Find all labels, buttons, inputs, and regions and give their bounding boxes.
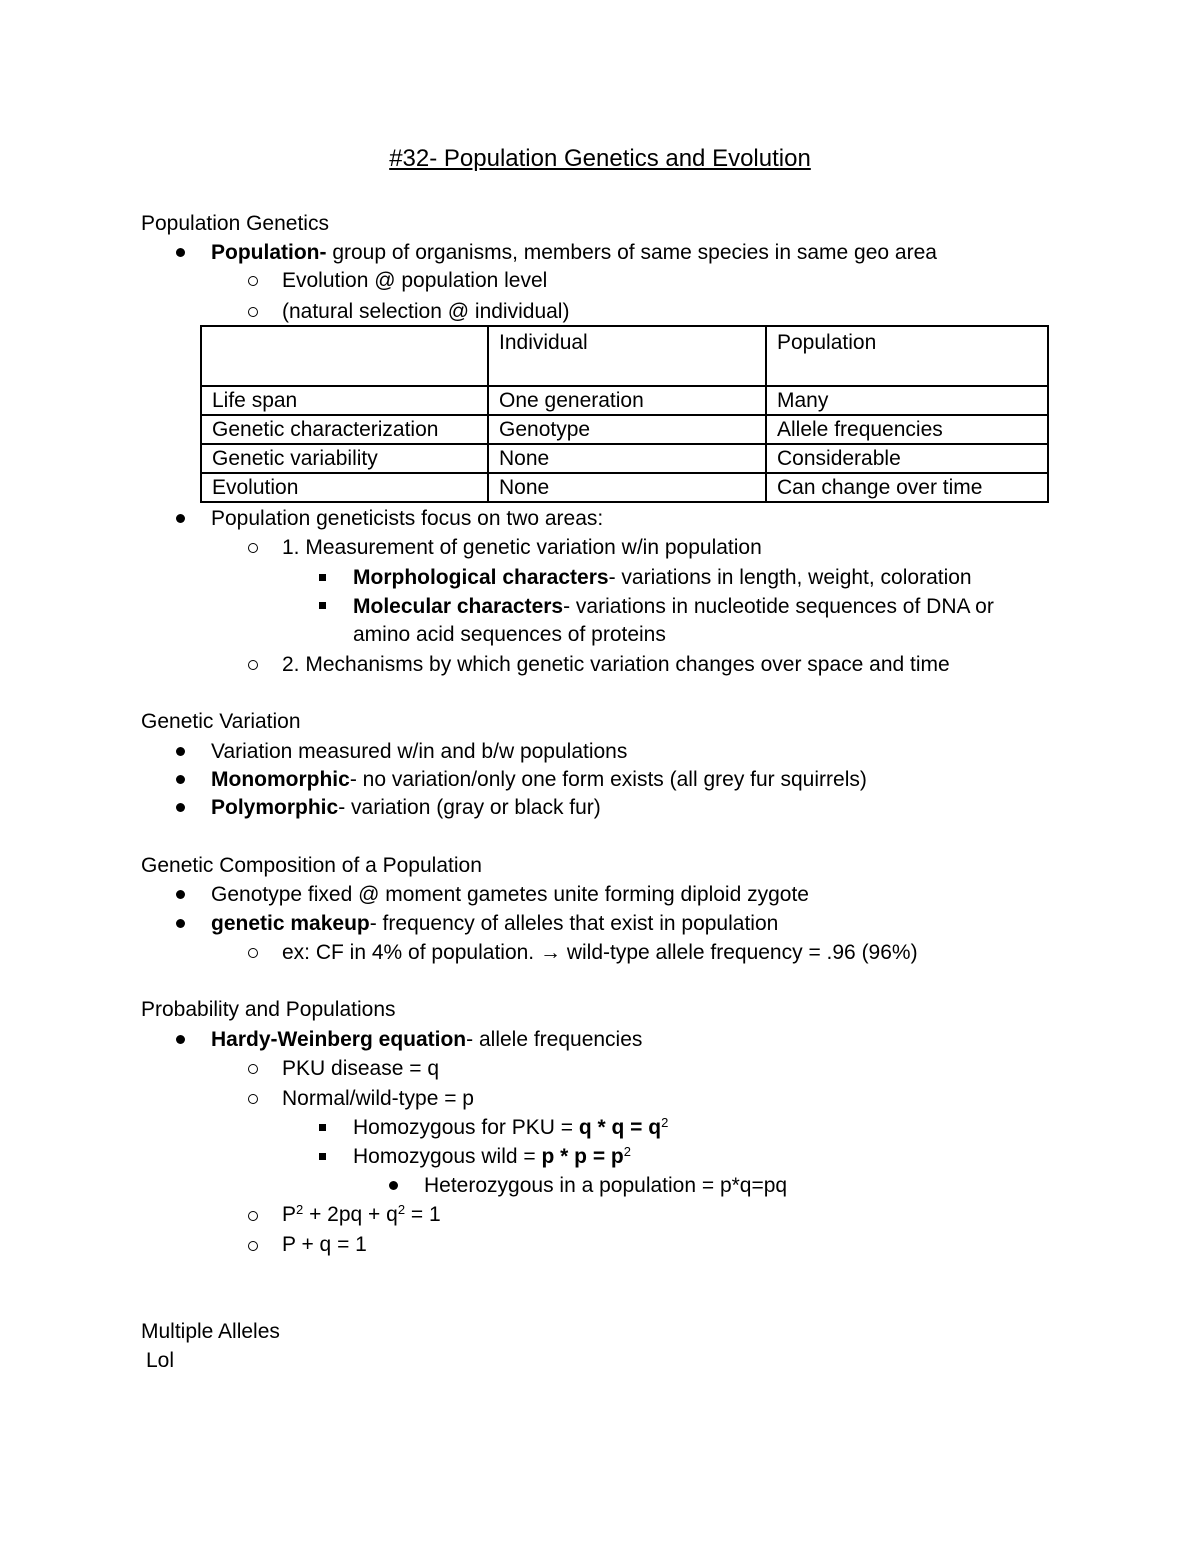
bullet-icon bbox=[176, 514, 185, 523]
equation-term: + 2pq + q bbox=[303, 1203, 398, 1226]
table-cell: Genetic characterization bbox=[201, 415, 488, 444]
equation-term: = 1 bbox=[405, 1203, 441, 1226]
bullet-icon bbox=[176, 890, 185, 899]
circle-bullet-icon bbox=[248, 543, 258, 553]
list-item-homozygous-wild bbox=[353, 1144, 631, 1170]
section-heading-genetic-composition: Genetic Composition of a Population bbox=[141, 854, 482, 877]
term-polymorphic: Polymorphic bbox=[211, 796, 339, 819]
circle-bullet-icon bbox=[248, 660, 258, 670]
list-item-variation-measured: Variation measured w/in and b/w populations bbox=[211, 740, 628, 763]
list-item-homozygous-pku bbox=[353, 1115, 668, 1141]
term-morphological: Morphological characters bbox=[353, 566, 609, 589]
table-cell: Genotype bbox=[488, 415, 766, 444]
list-item-area-2: 2. Mechanisms by which genetic variation changes over space and time bbox=[282, 653, 950, 676]
homozygous-pku-formula: q * q = q bbox=[578, 1116, 662, 1139]
square-bullet-icon bbox=[319, 1153, 326, 1160]
superscript: 2 bbox=[397, 1202, 406, 1217]
list-item-focus-areas: Population geneticists focus on two areas: bbox=[211, 507, 604, 530]
definition-monomorphic: - no variation/only one form exists (all grey fur squirrels) bbox=[349, 768, 867, 791]
term-hardy-weinberg: Hardy-Weinberg equation bbox=[211, 1028, 467, 1051]
list-item-hardy-weinberg bbox=[211, 1027, 642, 1053]
table-row bbox=[201, 444, 1048, 473]
table-header-cell: Individual bbox=[488, 326, 766, 386]
definition-molecular: - variations in nucleotide sequences of DNA or bbox=[563, 595, 994, 618]
example-result: wild-type allele frequency = .96 (96%) bbox=[560, 941, 918, 964]
list-item-normal: Normal/wild-type = p bbox=[282, 1087, 474, 1110]
table-cell: Genetic variability bbox=[201, 444, 488, 473]
definition-genetic-makeup: - frequency of alleles that exist in population bbox=[369, 912, 779, 935]
circle-bullet-icon bbox=[248, 948, 258, 958]
list-item-monomorphic bbox=[211, 767, 867, 793]
list-item-genetic-makeup bbox=[211, 911, 778, 937]
bullet-icon bbox=[176, 248, 185, 257]
list-item-molecular bbox=[353, 594, 994, 620]
table-row bbox=[201, 386, 1048, 415]
example-text: ex: CF in 4% of population. bbox=[282, 941, 540, 964]
homozygous-wild-formula: p * p = p bbox=[541, 1145, 624, 1168]
table-cell: Evolution bbox=[201, 473, 488, 502]
list-item-population bbox=[211, 240, 937, 266]
circle-bullet-icon bbox=[248, 1211, 258, 1221]
definition-population: group of organisms, members of same species in same geo area bbox=[326, 241, 937, 264]
table-cell: Life span bbox=[201, 386, 488, 415]
list-item-evolution-level: Evolution @ population level bbox=[282, 269, 548, 292]
bullet-icon bbox=[176, 803, 185, 812]
square-bullet-icon bbox=[319, 602, 326, 609]
table-header-row bbox=[201, 326, 1048, 386]
superscript: 2 bbox=[296, 1202, 304, 1217]
circle-bullet-icon bbox=[248, 276, 258, 286]
equation-term: P bbox=[282, 1203, 297, 1226]
list-item-area-1: 1. Measurement of genetic variation w/in population bbox=[282, 536, 762, 559]
table-cell: None bbox=[488, 444, 766, 473]
bullet-icon bbox=[389, 1181, 398, 1190]
table-row bbox=[201, 415, 1048, 444]
bullet-icon bbox=[176, 1035, 185, 1044]
comparison-table bbox=[200, 325, 1049, 503]
table-cell: One generation bbox=[488, 386, 766, 415]
table-header-cell bbox=[201, 326, 488, 386]
table-cell: Allele frequencies bbox=[766, 415, 1048, 444]
table-cell: Considerable bbox=[766, 444, 1048, 473]
homozygous-pku-label: Homozygous for PKU = bbox=[353, 1116, 579, 1139]
section-heading-probability: Probability and Populations bbox=[141, 998, 396, 1021]
homozygous-wild-label: Homozygous wild = bbox=[353, 1145, 542, 1168]
section-heading-multiple-alleles: Multiple Alleles bbox=[141, 1320, 280, 1343]
table-cell: Can change over time bbox=[766, 473, 1048, 502]
superscript: 2 bbox=[661, 1115, 669, 1130]
table-header-cell: Population bbox=[766, 326, 1048, 386]
arrow-right-icon: → bbox=[539, 941, 561, 964]
table-cell: None bbox=[488, 473, 766, 502]
term-molecular: Molecular characters bbox=[353, 595, 564, 618]
bullet-icon bbox=[176, 919, 185, 928]
square-bullet-icon bbox=[319, 1124, 326, 1131]
table-cell: Many bbox=[766, 386, 1048, 415]
list-item-molecular-cont: amino acid sequences of proteins bbox=[353, 623, 666, 646]
bullet-icon bbox=[176, 775, 185, 784]
section-heading-genetic-variation: Genetic Variation bbox=[141, 710, 301, 733]
superscript: 2 bbox=[623, 1144, 631, 1159]
bullet-icon bbox=[176, 747, 185, 756]
list-item-pku: PKU disease = q bbox=[282, 1057, 440, 1080]
list-item-equation-2: P + q = 1 bbox=[282, 1233, 367, 1256]
list-item-natural-selection: (natural selection @ individual) bbox=[282, 300, 570, 323]
list-item-equation-1 bbox=[282, 1202, 441, 1228]
term-monomorphic: Monomorphic bbox=[211, 768, 350, 791]
circle-bullet-icon bbox=[248, 307, 258, 317]
page-title: #32- Population Genetics and Evolution bbox=[389, 145, 811, 172]
note-text: Lol bbox=[146, 1349, 175, 1372]
list-item-heterozygous: Heterozygous in a population = p*q=pq bbox=[424, 1174, 788, 1197]
definition-polymorphic: - variation (gray or black fur) bbox=[338, 796, 601, 819]
list-item-cf-example bbox=[282, 940, 918, 966]
section-heading-population-genetics: Population Genetics bbox=[141, 212, 329, 235]
definition-morphological: - variations in length, weight, coloration bbox=[608, 566, 972, 589]
circle-bullet-icon bbox=[248, 1094, 258, 1104]
list-item-polymorphic bbox=[211, 795, 601, 821]
definition-hardy-weinberg: - allele frequencies bbox=[466, 1028, 643, 1051]
table-row bbox=[201, 473, 1048, 502]
term-population: Population- bbox=[211, 241, 327, 264]
list-item-morphological bbox=[353, 565, 972, 591]
square-bullet-icon bbox=[319, 574, 326, 581]
term-genetic-makeup: genetic makeup bbox=[211, 912, 370, 935]
circle-bullet-icon bbox=[248, 1241, 258, 1251]
list-item-genotype-fixed: Genotype fixed @ moment gametes unite forming diploid zygote bbox=[211, 883, 809, 906]
circle-bullet-icon bbox=[248, 1064, 258, 1074]
